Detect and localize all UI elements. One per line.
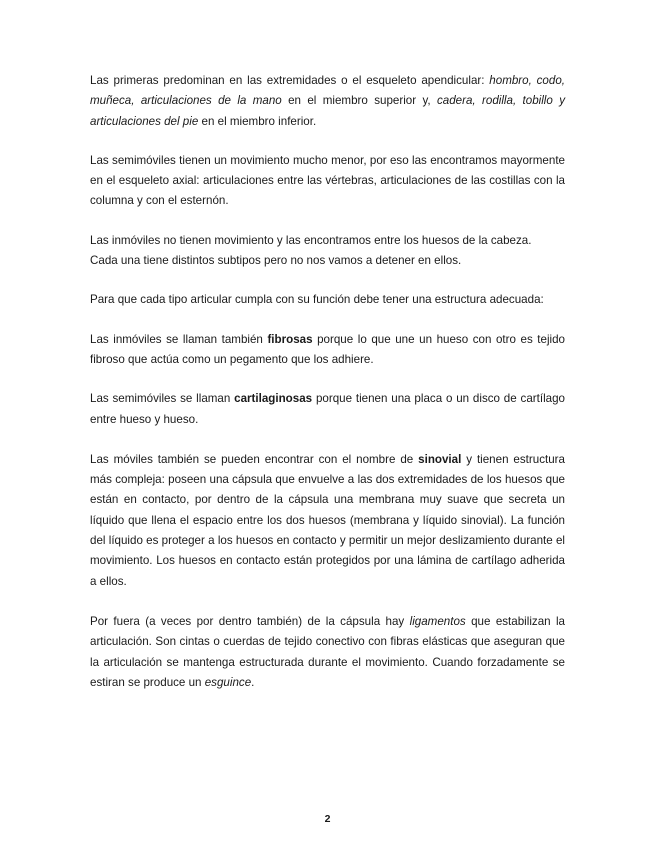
- paragraph-estructura: Para que cada tipo articular cumpla con su función debe tener una estructura adecuada:: [90, 293, 544, 307]
- paragraph-sinovial: Las móviles también se pueden encontrar con el nombre de sinovial y tienen estructura más compleja: poseen una cápsula que envuelve a las dos extremidades de los huesos que están en contacto, por dentro de la cápsula una membrana muy suave que secreta un líquido que llena el espacio entre los dos huesos (membrana y líquido sinovial). La función del líquido es proteger a los huesos en contacto y permitir un mejor deslizamiento durante el movimiento. Los huesos en contacto están protegidos por una lámina de cartílago adherida a ellos.: [90, 452, 565, 588]
- page-body: [90, 71, 565, 713]
- paragraph-inmoviles: Las inmóviles no tienen movimiento y las encontramos entre los huesos de la cabeza. Cada una tiene distintos subtipos pero no nos vamos a detener en ellos.: [90, 233, 532, 268]
- paragraph-semimoviles: Las semimóviles tienen un movimiento mucho menor, por eso las encontramos mayormente en el esqueleto axial: articulaciones entre las vértebras, articulaciones de las costillas con la columna y con el esternón.: [90, 153, 565, 208]
- paragraph-fibrosas: Las inmóviles se llaman también fibrosas porque lo que une un hueso con otro es tejido fibroso que actúa como un pegamento que los adhiere.: [90, 332, 566, 366]
- page-number: 2: [324, 813, 331, 825]
- paragraph-extremidades: Las primeras predominan en las extremidades o el esqueleto apendicular: hombro, codo, muñeca, articulaciones de la mano en el miembro superior y, cadera, rodilla, tobillo y articulaciones del pie en el miembro inferior.: [90, 74, 565, 128]
- paragraph-cartilaginosas: Las semimóviles se llaman cartilaginosas porque tienen una placa o un disco de cartílago entre hueso y hueso.: [90, 392, 565, 426]
- paragraph-ligamentos: Por fuera (a veces por dentro también) de la cápsula hay ligamentos que estabilizan la articulación. Son cintas o cuerdas de tejido conectivo con fibras elásticas que aseguran que la articulación se mantenga estructurada durante el movimiento. Cuando forzadamente se estiran se produce un esguince.: [90, 614, 566, 689]
